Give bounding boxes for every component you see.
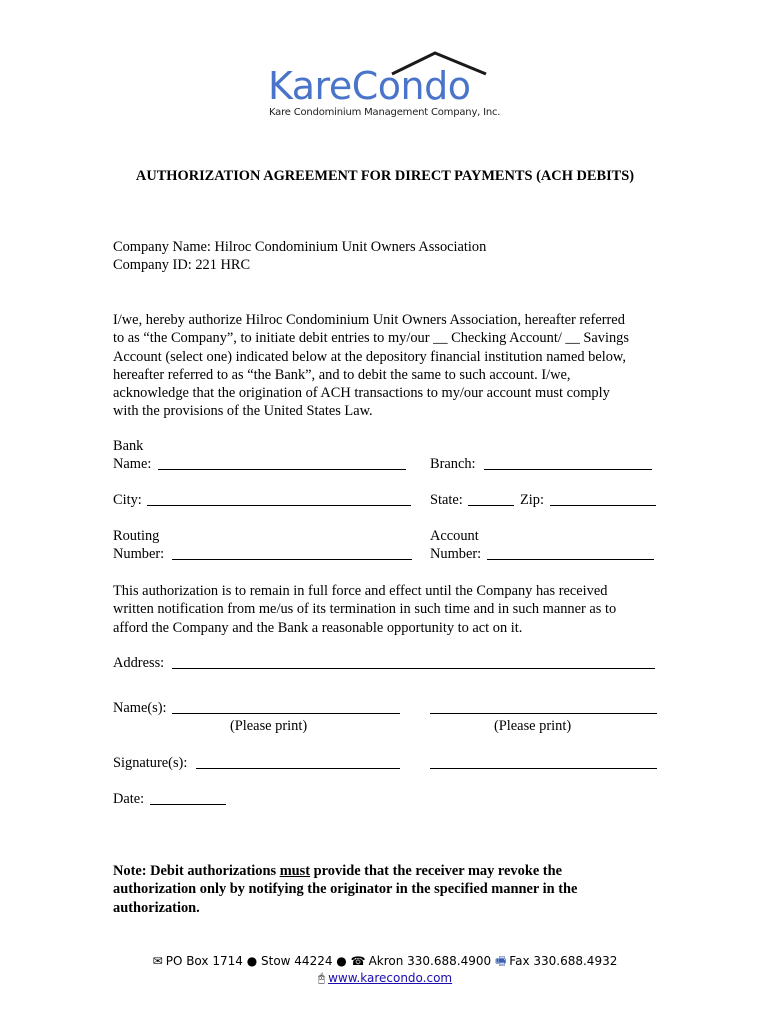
fax-number: Fax 330.688.4932	[509, 954, 618, 968]
website-link[interactable]: www.karecondo.com	[328, 971, 453, 985]
logo-tagline: Kare Condominium Management Company, Inc.	[269, 107, 501, 118]
paragraph-line: acknowledge that the origination of ACH transactions to my/our account must comply	[113, 385, 610, 402]
account-label: Number:	[430, 546, 482, 562]
paragraph-line: with the provisions of the United States Law.	[113, 403, 373, 420]
envelope-icon: ✉	[152, 954, 163, 968]
address-label: Address:	[113, 655, 165, 671]
po-box: PO Box 1714	[165, 954, 243, 968]
bank-name-label: Name:	[113, 456, 152, 472]
bank-name-field[interactable]	[158, 469, 406, 470]
signature-field-2[interactable]	[430, 768, 657, 769]
stow-address: Stow 44224	[261, 954, 333, 968]
note-line-1	[113, 862, 577, 880]
separator-dot: ●	[336, 954, 347, 968]
zip-field[interactable]	[550, 505, 656, 506]
company-name: Company Name: Hilroc Condominium Unit Owners Association	[113, 239, 487, 255]
signature-field-1[interactable]	[196, 768, 400, 769]
zip-label: Zip:	[520, 492, 544, 508]
note-line-2: authorization only by notifying the originator in the specified manner in the	[113, 881, 578, 898]
paragraph-line: Account (select one) indicated below at the depository financial institution named below,	[113, 348, 626, 365]
document-title: AUTHORIZATION AGREEMENT FOR DIRECT PAYMENTS (ACH DEBITS)	[135, 168, 635, 184]
please-print-hint-2: (Please print)	[494, 718, 572, 734]
akron-phone: Akron 330.688.4900	[368, 954, 492, 968]
address-field[interactable]	[172, 668, 655, 669]
state-field[interactable]	[468, 505, 514, 506]
account-number-field[interactable]	[487, 559, 654, 560]
note-suffix: provide that the receiver may revoke the	[310, 863, 562, 879]
name-field-1[interactable]	[172, 713, 400, 714]
fax-icon: 🖷	[494, 954, 507, 968]
routing-label: Number:	[113, 546, 165, 562]
branch-label: Branch:	[430, 456, 476, 472]
bank-name-label-top: Bank	[113, 438, 144, 454]
paragraph-line: hereafter referred to as “the Bank”, and to debit the same to such account. I/we,	[113, 366, 571, 383]
telephone-icon: ☎	[350, 954, 366, 968]
authorization-paragraph	[113, 311, 673, 421]
paragraph-line: afford the Company and the Bank a reasonable opportunity to act on it.	[113, 619, 523, 636]
note-prefix: Note: Debit authorizations	[113, 863, 280, 879]
date-field[interactable]	[150, 804, 226, 805]
account-label-top: Account	[430, 528, 479, 544]
name-field-2[interactable]	[430, 713, 657, 714]
names-label: Name(s):	[113, 700, 167, 716]
paragraph-line: written notification from me/us of its termination in such time and in such manner as to	[113, 601, 617, 618]
company-id: Company ID: 221 HRC	[113, 257, 251, 273]
date-label: Date:	[113, 791, 145, 807]
paragraph-line: to as “the Company”, to initiate debit entries to my/our __ Checking Account/ __ Savings	[113, 330, 629, 347]
note-line-3: authorization.	[113, 899, 200, 916]
routing-number-field[interactable]	[172, 559, 412, 560]
paragraph-line: This authorization is to remain in full force and effect until the Company has received	[113, 583, 608, 599]
separator-dot: ●	[246, 954, 258, 968]
termination-paragraph	[113, 582, 673, 637]
mouse-icon: 🖰	[317, 971, 326, 985]
city-field[interactable]	[147, 505, 411, 506]
please-print-hint-1: (Please print)	[230, 718, 308, 734]
paragraph-line: I/we, hereby authorize Hilroc Condominium Unit Owners Association, hereafter referred	[113, 312, 625, 328]
city-label: City:	[113, 492, 142, 508]
note-paragraph	[113, 862, 577, 917]
logo-wordmark: KareCondo	[268, 64, 471, 108]
signatures-label: Signature(s):	[113, 755, 188, 771]
company-logo	[264, 48, 501, 128]
note-emphasis: must	[279, 863, 311, 879]
branch-field[interactable]	[484, 469, 652, 470]
state-label: State:	[430, 492, 463, 508]
footer-website	[0, 970, 770, 987]
footer-contact	[0, 953, 770, 970]
routing-label-top: Routing	[113, 528, 160, 544]
